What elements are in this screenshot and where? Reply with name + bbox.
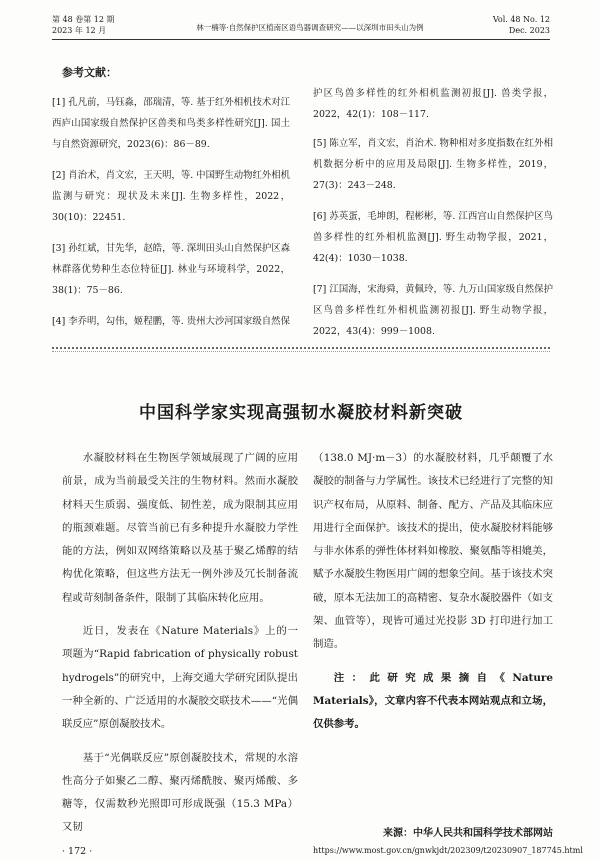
header-running-title: 林一楠等·自然保护区植南区语鸟器调查研究——以深圳市田头山为例 xyxy=(196,23,424,32)
reference-item: [4] 李乔明，勾伟，姬程鹏，等. 贵州大沙河国家级自然保 xyxy=(52,316,290,327)
article-paragraph: （138.0 MJ·m－3）的水凝胶材料，几乎颠覆了水凝胶的制备与力学属性。该技术已经进行了完整的知识产权布局，从原料、制备、配方、产品及其临床应用进行全面保护。该技术的提出，使水凝胶材料能够与非水体系的弹性体材料如橡胶、聚氨酯等相媲美，赋予水凝胶生物医用广阔的想象空间。基于该技术突破，原本无法加工的高精密、复杂水凝胶器件（如支架、血管等），现皆可通过光投影 3D 打印进行加工制造。 xyxy=(313,452,553,651)
header-left xyxy=(52,14,115,36)
reference-item: [1] 孔凡前，马钰淼，邵瑞清，等. 基于红外相机技术对江西庐山国家级自然保护区兽类和鸟类多样性研究[J]. 国土与自然资源研究，2023(6)：86－89. xyxy=(52,97,290,150)
references-heading: 参考文献： xyxy=(62,66,117,79)
reference-item: [2] 肖治术，肖文宏，王天明，等. 中国野生动物红外相机监测与研究：现状及未来[J]. 生物多样性，2022，30(10)：22451. xyxy=(52,170,290,223)
article-paragraph: 基于“光偶联反应”原创凝胶技术，常规的水溶性高分子如聚乙二醇、聚丙烯酰胺、聚丙烯酸、多糖等，仅需数秒光照即可形成既强（15.3 MPa）又韧 xyxy=(62,751,298,834)
header-right xyxy=(493,14,550,36)
article-title: 中国科学家实现高强韧水凝胶材料新突破 xyxy=(139,403,463,423)
reference-item: [3] 孙红斌，甘先华，赵皓，等. 深圳田头山自然保护区森林群落优势种生态位特征[J]. 林业与环境科学，2022，38(1)：75－86. xyxy=(52,243,290,296)
section-divider xyxy=(52,347,550,349)
article-left-column xyxy=(62,447,298,850)
reference-item: [5] 陈立军，肖文宏，肖治术. 物种相对多度指数在红外相机数据分析中的应用及局限[J]. 生物多样性，2019，27(3)：243－248. xyxy=(313,138,553,191)
reference-item: 护区鸟兽多样性的红外相机监测初报[J]. 兽类学报，2022，42(1)：108－117. xyxy=(313,88,553,120)
article-right-column xyxy=(313,447,553,737)
header-volume-cn: 第 48 卷第 12 期 xyxy=(52,15,115,24)
section-divider-secondary xyxy=(52,351,550,352)
reference-item: [6] 苏英蛋，毛坤朗，程彬彬，等. 江西宫山自然保护区鸟兽多样性的红外相机监测[J]. 野生动物学报，2021，42(4)：1030－1038. xyxy=(313,211,553,264)
references-right-column xyxy=(313,83,553,352)
header-date-en: Dec. 2023 xyxy=(508,26,550,35)
header-volume-en: Vol. 48 No. 12 xyxy=(492,15,550,24)
references-left-column xyxy=(52,92,290,342)
source-url[interactable]: https://www.most.gov.cn/gnwkjdt/202309/t20230907_187745.html xyxy=(313,846,583,855)
article-note: 注：此研究成果摘自《Nature Materials》，文章内容不代表本网站观点和立场，仅供参考。 xyxy=(313,671,553,731)
header-rule xyxy=(52,39,550,40)
reference-item: [7] 江国海，宋海舜，黄佩玲，等. 九万山国家级自然保护区鸟兽多样性红外相机监测初报[J]. 野生动物学报，2022，43(4)：999－1008. xyxy=(313,284,553,337)
article-paragraph: 近日，发表在《Nature Materials》上的一项题为“Rapid fabrication of physically robust hydrogels”的研究中，上海交通大学研究团队提出一种全新的、广泛适用的水凝胶交联技术——“光偶联反应”原创凝胶技术。 xyxy=(62,625,298,731)
article-source: 来源：中华人民共和国科学技术部网站 xyxy=(383,828,553,839)
header-date-cn: 2023 年 12 月 xyxy=(52,26,107,35)
page-number: · 172 · xyxy=(62,846,93,857)
article-paragraph: 水凝胶材料在生物医学领域展现了广阔的应用前景，成为当前最受关注的生物材料。然而水凝胶材料天生质弱、强度低、韧性差，成为限制其应用的瓶颈难题。尽管当前已有多种提升水凝胶力学性能的方法，例如双网络策略以及基于聚乙烯醇的结构优化策略，但这些方法无一例外涉及冗长制备流程或苛刻制备条件，限制了其临床转化应用。 xyxy=(62,452,298,604)
